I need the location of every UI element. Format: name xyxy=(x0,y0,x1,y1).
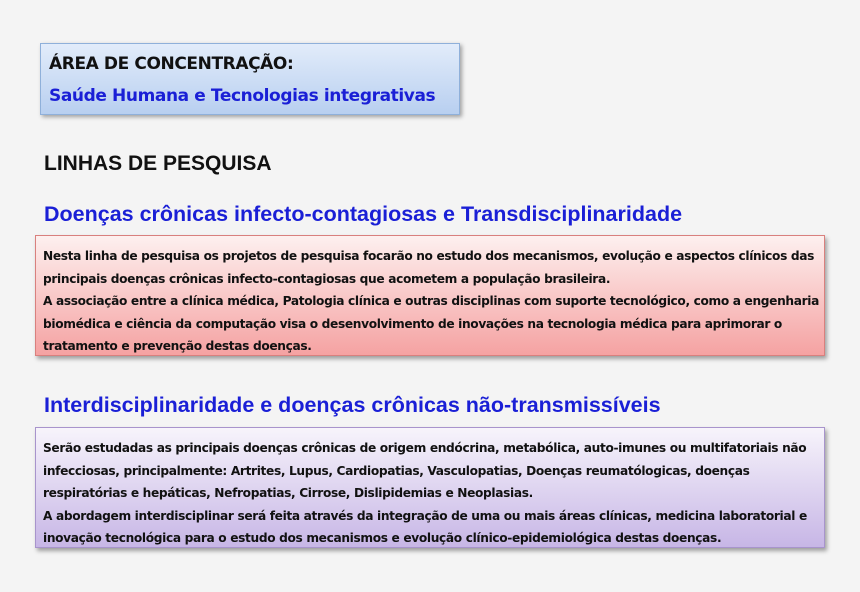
research-line-1-heading: Doenças crônicas infecto-contagiosas e Transdisciplinaridade xyxy=(44,202,683,226)
research-line-2-paragraph-2: A abordagem interdisciplinar será feita através da integração de uma ou mais áreas clínicas, medicina laboratorial e inovação tecnológica para o estudo dos mecanismos e evolução clínico-epidemiológica destas doenças. xyxy=(43,508,807,545)
research-line-2-description-box xyxy=(35,427,825,548)
research-line-2-heading: Interdisciplinaridade e doenças crônicas não-transmissíveis xyxy=(44,393,661,417)
research-line-1-paragraph-1: Nesta linha de pesquisa os projetos de pesquisa focarão no estudo dos mecanismos, evolução e aspectos clínicos das principais doenças crônicas infecto-contagiosas que acometem a população brasileira. xyxy=(43,249,815,286)
research-line-2-paragraph-1: Serão estudadas as principais doenças crônicas de origem endócrina, metabólica, auto-imunes ou multifatoriais não infecciosas, principalmente: Artrites, Lupus, Cardiopatias, Vasculopatias, Doenças reumatólogicas, doenças respiratórias e hepáticas, Nefropatias, Cirrose, Dislipidemias e Neoplasias. xyxy=(43,441,807,500)
concentration-area-box xyxy=(40,43,460,115)
research-line-1-paragraph-2: A associação entre a clínica médica, Patologia clínica e outras disciplinas com suporte tecnológico, como a engenharia biomédica e ciência da computação visa o desenvolvimento de inovações na tecnologia médica para aprimorar o tratamento e prevenção destas doenças. xyxy=(43,294,819,353)
research-lines-heading: LINHAS DE PESQUISA xyxy=(44,152,272,175)
concentration-area-subtitle: Saúde Humana e Tecnologias integrativas xyxy=(49,86,436,106)
concentration-area-title: ÁREA DE CONCENTRAÇÃO: xyxy=(49,54,294,74)
research-line-1-description-box xyxy=(35,235,825,356)
